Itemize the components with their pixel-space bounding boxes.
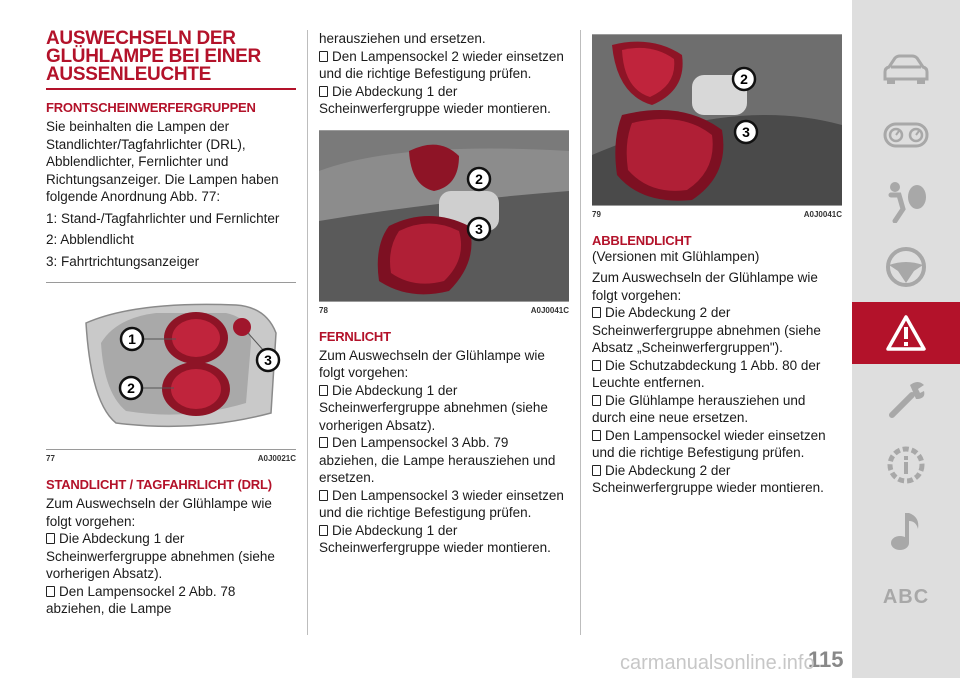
index-label: ABC (882, 585, 930, 608)
step-item: Die Abdeckung 1 der Scheinwerfergruppe abnehmen (siehe vorherigen Absatz). (46, 531, 275, 581)
step-item: Den Lampensockel wieder einsetzen und die richtige Befestigung prüfen. (592, 427, 826, 460)
section-intro: Zum Auswechseln der Glühlampe wie folgt vorgehen: (319, 347, 545, 380)
checkbox-icon (319, 437, 328, 448)
figure-77 (46, 282, 296, 450)
step-item: Die Abdeckung 2 der Scheinwerfergruppe abnehmen (siehe Absatz „Scheinwerfergruppen"). (592, 305, 821, 355)
checkbox-icon (46, 586, 55, 597)
checkbox-icon (592, 307, 601, 318)
page-number: 115 (808, 647, 844, 672)
step-item: Den Lampensockel 3 Abb. 79 abziehen, die Lampe herausziehen und ersetzen. (319, 435, 556, 485)
checkbox-icon (319, 525, 328, 536)
callout-3: 3 (742, 124, 750, 140)
section-heading-frontscheinwerfer: FRONTSCHEINWERFERGRUPPEN (46, 100, 256, 115)
gear-info-icon (884, 443, 928, 487)
car-icon (883, 53, 929, 85)
column-1 (46, 30, 296, 618)
column-divider (580, 30, 581, 635)
figure-caption: 77 A0J0021C (46, 454, 296, 463)
step-item: Den Lampensockel 2 wieder einsetzen und die richtige Befestigung prüfen. (319, 48, 564, 81)
checkbox-icon (592, 360, 601, 371)
headlamp-figure (46, 283, 296, 449)
checkbox-icon (319, 385, 328, 396)
checkbox-icon (319, 490, 328, 501)
sidebar-item-car[interactable] (852, 38, 960, 100)
figure-79 (592, 34, 842, 206)
section-subtitle: (Versionen mit Glühlampen) (592, 249, 760, 264)
continued-text: herausziehen und ersetzen. (319, 31, 486, 46)
step-item: Die Abdeckung 2 der Scheinwerfergruppe wieder montieren. (592, 462, 824, 495)
callout-2: 2 (475, 170, 483, 187)
sidebar-item-safety[interactable] (852, 170, 960, 232)
sidebar-item-instruments[interactable] (852, 104, 960, 166)
watermark: carmanualsonline.info (620, 652, 815, 674)
section-intro: Zum Auswechseln der Glühlampe wie folgt vorgehen: (592, 270, 818, 303)
chapter-sidebar (852, 0, 960, 678)
music-note-icon (888, 509, 924, 553)
sidebar-item-driving[interactable] (852, 236, 960, 298)
step-item: Die Abdeckung 1 der Scheinwerfergruppe wieder montieren. (319, 522, 551, 555)
airbag-passenger-icon (883, 179, 929, 223)
wrench-icon (884, 377, 928, 421)
step-item: Die Glühlampe herausziehen und durch eine neue ersetzen. (592, 392, 806, 425)
checkbox-icon (592, 465, 601, 476)
section-heading-fernlicht: FERNLICHT (319, 328, 391, 344)
list-item: 2: Abblendlicht (46, 232, 134, 247)
callout-1: 1 (128, 331, 136, 347)
sidebar-item-maintenance[interactable] (852, 368, 960, 430)
step-item: Den Lampensockel 2 Abb. 78 abziehen, die Lampe (46, 583, 236, 616)
column-divider (307, 30, 308, 635)
checkbox-icon (592, 395, 601, 406)
list-item: 1: Stand-/Tagfahrlichter und Fernlichter (46, 210, 280, 226)
figure-78 (319, 130, 569, 302)
dashboard-icon (883, 120, 929, 150)
checkbox-icon (46, 533, 55, 544)
checkbox-icon (592, 430, 601, 441)
callout-2: 2 (740, 71, 748, 87)
section-intro: Zum Auswechseln der Glühlampe wie folgt vorgehen: (46, 496, 272, 529)
list-item: 3: Fahrtrichtungsanzeiger (46, 253, 200, 269)
column-3 (592, 30, 842, 497)
step-item: Die Abdeckung 1 der Scheinwerfergruppe wieder montieren. (319, 83, 551, 116)
sidebar-item-technical-data[interactable] (852, 434, 960, 496)
sidebar-item-multimedia[interactable] (852, 500, 960, 562)
page-title: AUSWECHSELN DER GLÜHLAMPE BEI EINER AUSSENLEUCHTE (46, 28, 261, 85)
checkbox-icon (319, 51, 328, 62)
sidebar-item-index[interactable] (852, 566, 960, 628)
step-item: Den Lampensockel 3 wieder einsetzen und die richtige Befestigung prüfen. (319, 487, 564, 520)
warning-triangle-icon (885, 314, 927, 352)
title-rule (46, 88, 296, 90)
step-item: Die Schutzabdeckung 1 Abb. 80 der Leuchte entfernen. (592, 357, 821, 390)
sidebar-item-emergency[interactable] (852, 302, 960, 364)
step-item: Die Abdeckung 1 der Scheinwerfergruppe abnehmen (siehe vorherigen Absatz). (319, 382, 548, 433)
column-2 (319, 30, 569, 557)
lamp-socket-figure (592, 35, 842, 205)
callout-3: 3 (264, 352, 272, 368)
section-text: Sie beinhalten die Lampen der Standlichter/Tagfahrlichter (DRL), Abblendlichter, Fernlichter und Richtungsanzeiger. Die Lampen haben folgende Anordnung Abb. 77: (46, 119, 279, 204)
callout-2: 2 (127, 380, 135, 396)
steering-wheel-icon (884, 245, 928, 289)
figure-caption: 78 A0J0041C (319, 305, 569, 315)
lamp-socket-figure (319, 131, 569, 301)
checkbox-icon (319, 86, 328, 97)
figure-caption: 79 A0J0041C (592, 210, 842, 219)
callout-3: 3 (475, 220, 483, 237)
section-heading-abblendlicht: ABBLENDLICHT (592, 233, 692, 248)
section-heading-standlicht: STANDLICHT / TAGFAHRLICHT (DRL) (46, 477, 272, 492)
